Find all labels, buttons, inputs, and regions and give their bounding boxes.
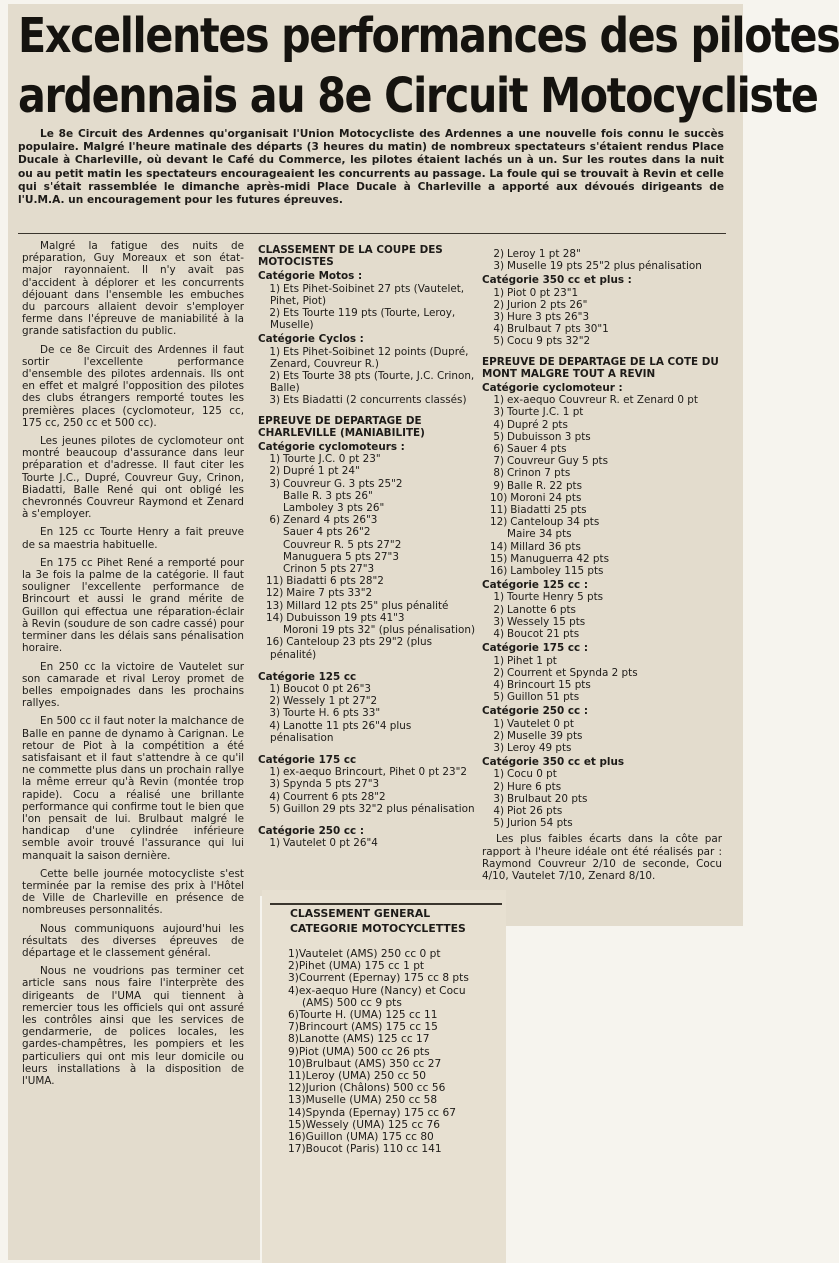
result-text: Lanotte (AMS) 125 cc 17 (298, 1033, 430, 1046)
result-rank: 1) (493, 717, 504, 730)
result-rank: 2) (493, 603, 504, 616)
result-rank: 15) (288, 1118, 306, 1131)
article-paragraph: Nous ne voudrions pas terminer cet article sans nous faire l'interprète des dirigeants de l'UMA qui tiennent à remercier tous les officiels qui ont assuré les contrôles ainsi que les services de gendarmerie, de polices locales, les gardes-champêtres, les pompiers et les particuliers qui ont mis leur domicile ou leurs installations à la disposition de l'UMA. (22, 965, 244, 1087)
revin-175-label: Catégorie 175 cc : (482, 642, 588, 655)
result-row (272, 948, 500, 960)
result-rank: 10) (288, 1057, 306, 1070)
result-text: Brulbaut 7 pts 30"1 (507, 323, 609, 336)
result-row (258, 683, 476, 695)
result-text: Lamboley 115 pts (510, 565, 604, 578)
result-rank: 2) (493, 780, 504, 793)
result-rank: 1) (269, 282, 280, 295)
result-row (482, 248, 722, 260)
headline-line-1: Excellentes performances des pilotes (18, 8, 839, 64)
revin-cyclo-label: Catégorie cyclomoteur : (482, 382, 623, 395)
result-text: Ets Pihet-Soibinet 27 pts (Vautelet, Pihet, Piot) (270, 282, 465, 307)
result-row (482, 679, 722, 691)
result-text: Lanotte 11 pts 26"4 plus pénalisation (270, 719, 412, 744)
result-text: Spynda 5 pts 27"3 (283, 778, 380, 791)
result-rank: 1) (269, 453, 280, 466)
result-row (482, 805, 722, 817)
result-rank: 2) (288, 960, 299, 973)
result-text: Crinon 7 pts (507, 467, 571, 480)
result-text: ex-aequo Hure (Nancy) et Cocu (AMS) 500 cc 9 pts (298, 984, 466, 1009)
result-row (482, 768, 722, 780)
revin-cyclo-list (482, 394, 722, 577)
coupe-motos-label: Catégorie Motos : (258, 270, 363, 283)
result-text: Tourte J.C. 1 pt (507, 406, 584, 419)
result-row (482, 311, 722, 323)
result-text: Ets Pihet-Soibinet 12 points (Dupré, Zenard, Couvreur R.) (270, 345, 469, 370)
result-text: Muselle 19 pts 25"2 plus pénalisation (507, 260, 702, 273)
result-text: Hure 3 pts 26"3 (507, 311, 590, 324)
result-row (272, 1046, 500, 1058)
result-row (482, 260, 722, 272)
charleville-250-list (258, 837, 476, 849)
result-rank: 3) (493, 406, 504, 419)
result-rank: 17) (288, 1143, 306, 1156)
result-rank: 5) (493, 817, 504, 830)
result-text: Canteloup 23 pts 29"2 (plus pénalité) (270, 636, 433, 661)
result-rank: 8) (288, 1033, 299, 1046)
result-text: Tourte H. (UMA) 125 cc 11 (298, 1009, 438, 1022)
result-row (482, 467, 722, 479)
result-row (258, 778, 476, 790)
result-text: Boucot (Paris) 110 cc 141 (305, 1143, 442, 1156)
box-top-rule (270, 903, 502, 905)
result-rank: 1) (269, 682, 280, 695)
article-paragraph: Nous communiquons aujourd'hui les résultats des diverses épreuves de départage et le classement général. (22, 922, 244, 959)
result-rank: 16) (490, 565, 508, 578)
result-rank: 16) (266, 636, 284, 649)
result-text: Muselle (UMA) 250 cc 58 (305, 1094, 438, 1107)
result-rank: 4) (269, 719, 280, 732)
result-row (482, 406, 722, 418)
result-text: Guillon 29 pts 32"2 plus pénalisation (283, 802, 475, 815)
result-row (258, 478, 476, 490)
result-row (258, 575, 476, 587)
result-row (272, 1119, 500, 1131)
result-row (258, 600, 476, 612)
result-row (258, 490, 476, 502)
result-row (272, 985, 500, 1009)
result-text: Sauer 4 pts 26"2 (283, 526, 371, 539)
result-rank: 10) (490, 491, 508, 504)
result-rank: 2) (269, 307, 280, 320)
result-text: Piot 26 pts (507, 804, 563, 817)
result-row (258, 624, 476, 636)
result-text: Brincourt (AMS) 175 cc 15 (298, 1021, 438, 1034)
result-text: Brulbaut 20 pts (507, 792, 588, 805)
result-text: Jurion 54 pts (507, 817, 573, 830)
result-rank: 2) (493, 248, 504, 260)
result-rank: 3) (493, 615, 504, 628)
result-row (482, 504, 722, 516)
result-text: Wessely 1 pt 27"2 (283, 695, 378, 708)
result-text: Couvreur R. 5 pts 27"2 (283, 538, 402, 551)
revin-heading: EPREUVE DE DEPARTAGE DE LA COTE DU MONT MALGRE TOUT A REVIN (482, 355, 719, 380)
result-rank: 4) (269, 790, 280, 803)
result-text: Tourte Henry 5 pts (507, 591, 604, 604)
result-text: Millard 12 pts 25" plus pénalité (286, 599, 449, 612)
result-text: Sauer 4 pts (507, 443, 567, 456)
result-text: Leroy (UMA) 250 cc 50 (305, 1070, 426, 1083)
article-paragraph: En 125 cc Tourte Henry a fait preuve de sa maestria habituelle. (22, 526, 244, 551)
result-text: ex-aequo Couvreur R. et Zenard 0 pt (507, 394, 698, 407)
result-row (258, 370, 476, 394)
result-rank: 2) (493, 666, 504, 679)
result-row (258, 720, 476, 744)
result-row (482, 817, 722, 829)
revin-125-list (482, 591, 722, 640)
result-text: Ets Biadatti (2 concurrents classés) (283, 394, 467, 407)
result-text: Lamboley 3 pts 26" (283, 502, 385, 515)
result-row (482, 667, 722, 679)
result-rank: 6) (493, 443, 504, 456)
result-text: Wessely (UMA) 125 cc 76 (305, 1118, 440, 1131)
charleville-cyclo-label: Catégorie cyclomoteurs : (258, 441, 405, 454)
results-right-column (482, 248, 722, 882)
result-text: Moroni 19 pts 32" (plus pénalisation) (283, 624, 476, 637)
result-text: Maire 34 pts (507, 528, 572, 541)
result-row (482, 287, 722, 299)
result-rank: 1) (288, 948, 299, 960)
result-row (258, 837, 476, 849)
lead-paragraph: Le 8e Circuit des Ardennes qu'organisait l'Union Motocycliste des Ardennes a une nouvelle fois connu le succès populaire. Malgré l'heure matinale des départs (3 heures du matin) de nombreux spectateurs s'étaient rendus Place Ducale à Charleville, où devant le Café du Commerce, les pilotes étaient lachés un à un. Sur les routes dans la nuit ou au petit matin les spectateurs encourageaient les concurrents au passage. La foule qui se trouvait à Revin et celle qui s'était rassemblée le dimanche après-midi Place Ducale à Charleville a apporté aux dévoués dirigeants de l'U.M.A. un encouragement pour les futures épreuves. (18, 128, 724, 207)
result-rank: 1) (493, 286, 504, 299)
result-row (272, 1033, 500, 1045)
revin-250-label: Catégorie 250 cc : (482, 705, 588, 718)
result-rank: 3) (493, 741, 504, 754)
result-rank: 11) (266, 575, 284, 588)
result-rank: 2) (269, 465, 280, 478)
revin-125-label: Catégorie 125 cc : (482, 579, 588, 592)
charleville-125-label: Catégorie 125 cc (258, 670, 357, 683)
result-text: Zenard 4 pts 26"3 (283, 514, 378, 527)
result-row (272, 1143, 500, 1155)
result-row (258, 563, 476, 575)
result-text: Biadatti 6 pts 28"2 (286, 575, 384, 588)
result-text: Leroy 1 pt 28" (507, 248, 581, 260)
coupe-cyclos-list (258, 346, 476, 407)
result-text: Cocu 9 pts 32"2 (507, 335, 591, 348)
result-text: Manuguerra 42 pts (510, 552, 609, 565)
result-text: Millard 36 pts (510, 540, 581, 553)
result-rank: 3) (493, 260, 504, 273)
result-row (272, 1058, 500, 1070)
revin-350-label: Catégorie 350 cc et plus (482, 756, 625, 769)
result-rank: 6) (269, 514, 280, 527)
result-rank: 3) (269, 477, 280, 490)
result-rank: 16) (288, 1131, 306, 1144)
charleville-250-label: Catégorie 250 cc : (258, 824, 364, 837)
revin-note: Les plus faibles écarts dans la côte par rapport à l'heure idéale ont été réalisés par : Raymond Couvreur 2/10 de seconde, Cocu 4/10, Vautelet 7/10, Zenard 8/10. (482, 833, 722, 882)
result-row (258, 707, 476, 719)
result-row (272, 1070, 500, 1082)
article-paragraph: En 250 cc la victoire de Vautelet sur son camarade et rival Leroy promet de belles empoignades dans les prochains rallyes. (22, 660, 244, 710)
article-paragraph: En 175 cc Pihet René a remporté pour la 3e fois la palme de la catégorie. Il faut souligner l'excellente performance de Brincourt et aussi le grand mérite de Guillon qui effectua une réparation-éclair à Revin (soudure de son cadre cassé) pour terminer dans les délais sans pénalisation horaire. (22, 556, 244, 655)
result-rank: 6) (288, 1009, 299, 1022)
result-text: Brincourt 15 pts (507, 678, 591, 691)
result-row (272, 1021, 500, 1033)
result-row (258, 307, 476, 331)
result-rank: 2) (269, 370, 280, 383)
revin-175-list (482, 655, 722, 704)
revin-250-list (482, 718, 722, 755)
result-row (482, 655, 722, 667)
result-rank: 3) (493, 311, 504, 324)
result-text: Cocu 0 pt (507, 768, 557, 781)
result-row (258, 283, 476, 307)
result-rank: 1) (269, 345, 280, 358)
result-row (258, 551, 476, 563)
result-text: Dubuisson 3 pts (507, 430, 591, 443)
result-row (258, 539, 476, 551)
charleville-175-list (258, 766, 476, 815)
result-text: Muselle 39 pts (507, 729, 583, 742)
result-rank: 7) (288, 1021, 299, 1034)
result-text: Crinon 5 pts 27"3 (283, 563, 375, 576)
result-text: Vautelet (AMS) 250 cc 0 pt (298, 948, 441, 960)
result-row (482, 781, 722, 793)
result-text: Canteloup 34 pts (510, 516, 600, 529)
result-rank: 3) (269, 394, 280, 407)
result-row (272, 1009, 500, 1021)
result-text: ex-aequo Brincourt, Pihet 0 pt 23"2 (283, 766, 467, 779)
general-heading-2: CATEGORIE MOTOCYCLETTES (290, 922, 466, 935)
result-text: Boucot 0 pt 26"3 (283, 682, 372, 695)
result-rank: 1) (493, 591, 504, 604)
result-text: Lanotte 6 pts (507, 603, 576, 616)
result-rank: 1) (269, 837, 280, 850)
result-rank: 4) (288, 984, 299, 997)
result-rank: 5) (493, 430, 504, 443)
result-rank: 14) (266, 611, 284, 624)
headline-line-2: ardennais au 8e Circuit Motocycliste (18, 68, 818, 124)
result-text: Piot (UMA) 500 cc 26 pts (298, 1045, 430, 1058)
result-row (482, 718, 722, 730)
result-row (482, 455, 722, 467)
result-row (272, 972, 500, 984)
result-row (482, 541, 722, 553)
result-rank: 1) (493, 394, 504, 407)
charleville-350-label: Catégorie 350 cc et plus : (482, 274, 632, 287)
result-row (482, 628, 722, 640)
result-text: Ets Tourte 38 pts (Tourte, J.C. Crinon, Balle) (270, 370, 475, 395)
result-row (258, 612, 476, 624)
result-text: Ets Tourte 119 pts (Tourte, Leroy, Muselle) (270, 307, 456, 332)
article-paragraph: En 500 cc il faut noter la malchance de Balle en panne de dynamo à Carignan. Le retour de Piot à la compétition a été satisfaisant et il faut s'attendre à ce qu'il ne commette plus dans un prochain rallye la même erreur qu'à Revin (montée trop rapide). Cocu a réalisé une brillante performance qui confirme tout le bien que l'on pensait de lui. Brulbaut malgré le handicap d'une cylindrée inférieure semble avoir trouvé l'assurance qui lui manquait la saison dernière. (22, 715, 244, 862)
result-row (482, 528, 722, 540)
result-row (482, 730, 722, 742)
result-row (482, 323, 722, 335)
result-rank: 5) (269, 802, 280, 815)
result-rank: 5) (493, 691, 504, 704)
charleville-350-list (482, 287, 722, 348)
result-rank: 14) (288, 1106, 306, 1119)
result-rank: 8) (493, 467, 504, 480)
result-rank: 2) (493, 729, 504, 742)
result-rank: 12) (266, 587, 284, 600)
result-rank: 3) (493, 792, 504, 805)
charleville-250-continued (482, 248, 722, 272)
divider (18, 233, 726, 234)
result-rank: 7) (493, 455, 504, 468)
result-rank: 2) (493, 298, 504, 311)
result-text: Maire 7 pts 33"2 (286, 587, 373, 600)
coupe-cyclos-label: Catégorie Cyclos : (258, 333, 364, 346)
result-rank: 3) (269, 778, 280, 791)
result-rank: 13) (266, 599, 284, 612)
result-text: Courrent 6 pts 28"2 (283, 790, 386, 803)
result-rank: 5) (493, 335, 504, 348)
result-row (482, 431, 722, 443)
charleville-125-list (258, 683, 476, 744)
result-rank: 15) (490, 552, 508, 565)
result-text: Spynda (Epernay) 175 cc 67 (305, 1106, 456, 1119)
result-text: Balle R. 22 pts (507, 479, 583, 492)
result-rank: 12) (288, 1082, 306, 1095)
result-row (258, 803, 476, 815)
result-rank: 11) (490, 504, 508, 517)
result-row (482, 604, 722, 616)
coupe-motos-list (258, 283, 476, 332)
result-row (258, 394, 476, 406)
revin-350-list (482, 768, 722, 829)
result-rank: 3) (288, 972, 299, 985)
article-body (22, 240, 244, 1093)
article-paragraph: De ce 8e Circuit des Ardennes il faut sortir l'excellente performance d'ensemble des pilotes ardennais. Ils ont en effet et malgré l'opposition des pilotes des clubs étrangers remporté toutes les premières places (cyclomoteur, 125 cc, 175 cc, 250 cc et 500 cc). (22, 343, 244, 429)
result-row (482, 419, 722, 431)
result-row (272, 1131, 500, 1143)
result-text: Pihet 1 pt (507, 654, 557, 667)
result-rank: 14) (490, 540, 508, 553)
result-text: Jurion 2 pts 26" (507, 298, 588, 311)
result-text: Guillon (UMA) 175 cc 80 (305, 1131, 434, 1144)
result-row (482, 335, 722, 347)
result-row (272, 1082, 500, 1094)
article-paragraph: Les jeunes pilotes de cyclomoteur ont montré beaucoup d'assurance dans leur préparation et d'adresse. Il faut citer les Tourte J.C., Dupré, Couvreur Guy, Crinon, Biadatti, Balle René qui ont obligé les chevronnés Couvreur Raymond et Zenard à s'employer. (22, 435, 244, 521)
result-rank: 4) (493, 628, 504, 641)
charleville-175-label: Catégorie 175 cc (258, 753, 357, 766)
result-text: Brulbaut (AMS) 350 cc 27 (305, 1057, 442, 1070)
result-text: Courrent et Spynda 2 pts (507, 666, 638, 679)
article-paragraph: Cette belle journée motocycliste s'est terminée par la remise des prix à l'Hôtel de Ville de Charleville en présence de nombreuses personnalités. (22, 867, 244, 917)
result-text: Tourte H. 6 pts 33" (283, 707, 381, 720)
result-row (482, 516, 722, 528)
result-row (482, 492, 722, 504)
result-rank: 4) (493, 678, 504, 691)
result-text: Boucot 21 pts (507, 628, 580, 641)
result-rank: 12) (490, 516, 508, 529)
result-text: Balle R. 3 pts 26" (283, 489, 373, 502)
result-row (482, 591, 722, 603)
headline (18, 6, 839, 126)
result-rank: 3) (269, 707, 280, 720)
charleville-heading: EPREUVE DE DEPARTAGE DE CHARLEVILLE (MANIABILITE) (258, 414, 425, 439)
coupe-heading: CLASSEMENT DE LA COUPE DES MOTOCISTES (258, 244, 443, 269)
result-text: Dupré 1 pt 24" (283, 465, 360, 478)
result-text: Guillon 51 pts (507, 691, 580, 704)
result-row (482, 394, 722, 406)
result-rank: 9) (493, 479, 504, 492)
result-row (482, 553, 722, 565)
result-text: Biadatti 25 pts (510, 504, 587, 517)
result-rank: 1) (493, 654, 504, 667)
result-text: Jurion (Châlons) 500 cc 56 (305, 1082, 446, 1095)
result-text: Tourte J.C. 0 pt 23" (283, 453, 381, 466)
result-rank: 4) (493, 804, 504, 817)
result-text: Piot 0 pt 23"1 (507, 286, 579, 299)
result-text: Vautelet 0 pt (507, 717, 574, 730)
result-row (482, 793, 722, 805)
result-row (482, 299, 722, 311)
result-rank: 4) (493, 418, 504, 431)
classement-general-box (272, 906, 500, 1155)
result-row (482, 691, 722, 703)
result-rank: 13) (288, 1094, 306, 1107)
result-row (482, 742, 722, 754)
result-row (482, 565, 722, 577)
result-text: Manuguera 5 pts 27"3 (283, 550, 399, 563)
result-rank: 9) (288, 1045, 299, 1058)
result-row (272, 1107, 500, 1119)
result-row (258, 766, 476, 778)
result-text: Couvreur Guy 5 pts (507, 455, 609, 468)
result-row (482, 443, 722, 455)
result-text: Vautelet 0 pt 26"4 (283, 837, 378, 850)
result-text: Couvreur G. 3 pts 25"2 (283, 477, 403, 490)
result-row (482, 480, 722, 492)
result-text: Hure 6 pts (507, 780, 562, 793)
result-text: Courrent (Epernay) 175 cc 8 pts (298, 972, 469, 985)
article-paragraph: Malgré la fatigue des nuits de préparation, Guy Moreaux et son état-major rayonnaient. Il n'y avait pas d'accident à déplorer et les concurrents déjouant dans l'ensemble les embuches du parcours allaient devoir s'employer ferme dans l'épreuve de maniabilité à la grande satisfaction du public. (22, 240, 244, 338)
result-row (272, 1094, 500, 1106)
result-rank: 4) (493, 323, 504, 336)
result-row (482, 616, 722, 628)
result-row (258, 453, 476, 465)
result-row (258, 587, 476, 599)
result-text: Pihet (UMA) 175 cc 1 pt (298, 960, 425, 973)
results-middle-column (258, 244, 476, 849)
result-row (258, 465, 476, 477)
result-row (258, 695, 476, 707)
result-row (258, 791, 476, 803)
result-rank: 11) (288, 1070, 306, 1083)
result-text: Dupré 2 pts (507, 418, 568, 431)
result-rank: 2) (269, 695, 280, 708)
result-rank: 1) (493, 768, 504, 781)
result-row (258, 526, 476, 538)
result-text: Wessely 15 pts (507, 615, 586, 628)
general-rows (272, 948, 500, 1155)
result-rank: 1) (269, 766, 280, 779)
result-row (258, 346, 476, 370)
result-row (272, 960, 500, 972)
result-row (258, 636, 476, 660)
charleville-cyclo-list (258, 453, 476, 660)
result-text: Leroy 49 pts (507, 741, 572, 754)
result-row (258, 502, 476, 514)
result-text: Moroni 24 pts (510, 491, 582, 504)
result-row (258, 514, 476, 526)
result-text: Dubuisson 19 pts 41"3 (286, 611, 405, 624)
general-heading-1: CLASSEMENT GENERAL (290, 907, 431, 920)
